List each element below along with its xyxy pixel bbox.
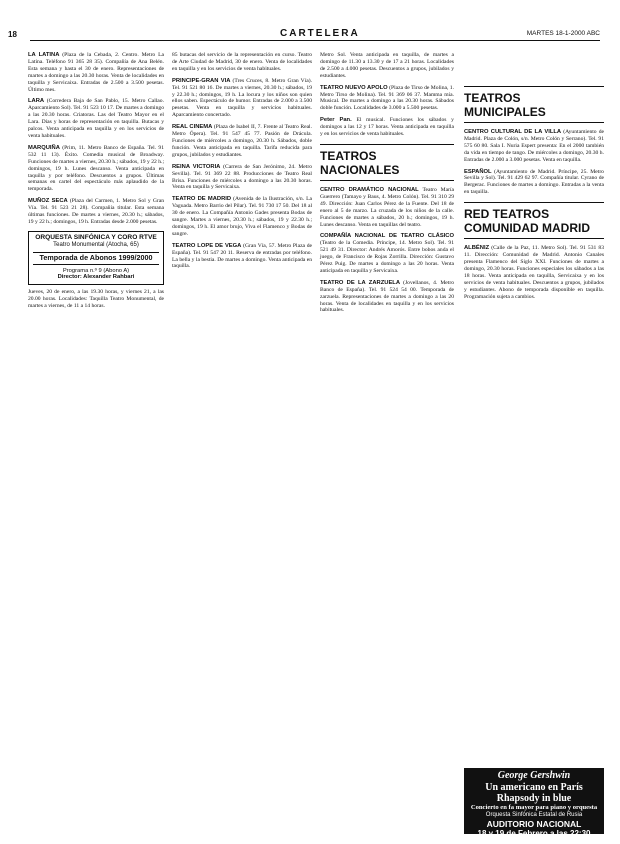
listing-entry bbox=[464, 169, 604, 197]
venue-name: COMPAÑÍA NACIONAL DE TEATRO CLÁSICO bbox=[320, 233, 454, 240]
section-title: CARTELERA bbox=[280, 28, 360, 39]
page-header bbox=[0, 0, 620, 40]
venue-name: TEATRO DE MADRID bbox=[172, 196, 232, 203]
listing-text: (Corredera Baja de San Pablo, 15. Metro Callao. Aparcamiento Sol). Tel. 91 523 10 17. De martes a domingo a las 20.30 horas. Criatoras. Las del Teatro Mayor en el Lara. Días y horas de representación en taquilla. Butacas y palcos. Venta anticipada en taquilla y en los servicios de venta habituales. bbox=[28, 98, 164, 139]
listing-entry bbox=[320, 85, 454, 113]
ad-work-3: Concierto en fa mayor para piano y orquesta bbox=[470, 804, 598, 811]
ad-work-2: Rhapsody in blue bbox=[496, 793, 572, 804]
ad-dates: 18 y 19 de Febrero a las 22:30 bbox=[477, 829, 591, 838]
orchestra-venue: Teatro Monumental (Atocha, 65) bbox=[53, 241, 139, 248]
listing-text: (Avenida de la Ilustración, s/n. La Vaguada. Metro Barrio del Pilar). Tel. 91 730 17 50. Del 18 al 30 de enero. La Compañía Antonio Gades presenta Bodas de sangre. Martes a viernes, 20.30 h.; sábados, 19 y 22.30 h.; domingos, 19 h. El amor brujo, Viva el Flamenco y Bodas de sangre. bbox=[172, 196, 312, 237]
listing-text: 85 butacas del servicio de la representación en curso. Teatro de Arte Ciudad de Madrid, 30 de enero. Venta de localidades en taquilla y en los servicios de venta habituales. bbox=[172, 52, 312, 72]
listing-entry bbox=[320, 117, 454, 138]
column-2 bbox=[172, 52, 312, 275]
venue-name: ALBÉNIZ bbox=[464, 245, 490, 252]
orchestra-program: Programa n.º 9 (Abono A) bbox=[62, 267, 130, 274]
venue-name: TEATRO LOPE DE VEGA bbox=[172, 242, 242, 249]
section-heading-national: TEATROS NACIONALES bbox=[320, 144, 454, 181]
listing-entry bbox=[172, 196, 312, 237]
venue-name: LA LATINA bbox=[28, 52, 60, 58]
listing-entry bbox=[464, 245, 604, 300]
venue-name: TEATRO DE LA ZARZUELA bbox=[320, 279, 401, 286]
column-1 bbox=[28, 52, 164, 315]
listing-text: (Ayuntamiento de Madrid. Plaza de Colón, s/n. Metro Colón y Serrano). Tel. 91 575 60 80. Sala I. Nuria Espert presenta: En el 2000 también da vida en tiempo de tango. De miércoles a domingo, 20.30 h. Entradas de 2.000 a 3.000 pesetas. Venta en taquilla. bbox=[464, 129, 604, 163]
listing-text: (Calle de la Paz, 11. Metro Sol). Tel. 91 531 83 11. Dirección: Comunidad de Madrid. Antonio Canales presenta Flamenco del Siglo XXI. Funciones de martes a domingo, 20.30 horas. Funciones especiales los sábados a las 18 horas. Venta anticipada en taquilla, Servicaixa y en los servicios de venta habituales. Descuentos a grupos, jubilados y estudiantes. Abono de temporada disponible en taquilla. Programación sujeta a cambios. bbox=[464, 245, 604, 300]
listing-entry bbox=[172, 164, 312, 192]
listing-entry bbox=[28, 145, 164, 193]
listing-text: (Plaza de Tirso de Molina, 1. Metro Tirso de Molina). Tel. 91 369 06 37. Mamma mía. Musical. De martes a domingo a las 20.30 horas. Sábados doble función. Localidades de 3.000 a 5.500 pesetas. bbox=[320, 84, 454, 112]
venue-name: REAL CINEMA bbox=[172, 124, 213, 131]
listing-entry bbox=[320, 233, 454, 274]
listing-entry bbox=[172, 52, 312, 73]
venue-name: LARA bbox=[28, 98, 45, 105]
listing-text: (Ayuntamiento de Madrid. Príncipe, 25. Metro Sevilla y Sol). Tel. 91 429 62 97. Compañía titular. Cyrano de Bergerac. Funciones de martes a domingo. Entradas a la venta en taquilla. bbox=[464, 168, 604, 196]
listing-text: (Gran Vía, 57. Metro Plaza de España). Tel. 91 547 20 11. Reserva de entradas por teléfono. La bella y la bestia. De martes a domingo. Venta anticipada en taquilla. bbox=[172, 242, 313, 270]
orchestra-season: Temporada de Abonos 1999/2000 bbox=[33, 252, 159, 265]
venue-name: TEATRO NUEVO APOLO bbox=[320, 84, 388, 91]
listing-text: (Teatro de la Comedia. Príncipe, 14. Metro Sol). Tel. 91 521 49 31. Director: Andrés Amorós. Entre bobos anda el juego, de Francisco de Rojas Zorrilla. Dirección: Gustavo Pérez Puig. De martes a domingo a las 20 horas. Venta anticipada en taquilla y Servicaixa. bbox=[320, 240, 454, 274]
listing-entry bbox=[320, 280, 454, 315]
listing-text: Metro Sol. Venta anticipada en taquilla, de martes a domingo de 11.30 a 13.30 y de 17 a 21 horas. Localidades de 2.500 a 4.000 pesetas. Descuentos a grupos, jubilados y estudiantes. bbox=[320, 52, 454, 79]
venue-name: MARQUIÑA bbox=[28, 144, 60, 151]
listing-text: (Prim, 11. Metro Banco de España. Tel. 91 532 11 13). Éxito. Comedia musical de Broadway. Funciones de martes a viernes, 20.30 h.; sábados, 19 y 22 h.; domingos, 19 h. Lunes descanso. Venta anticipada en taquilla y por teléfono. Descuentos a grupos. Últimas semanas en cartel del espectáculo más aplaudido de la temporada. bbox=[28, 144, 164, 193]
section-heading-municipal: TEATROS MUNICIPALES bbox=[464, 86, 604, 123]
venue-name: CENTRO CULTURAL DE LA VILLA bbox=[464, 129, 562, 135]
listing-text: (Plaza de la Cebada, 2. Centro. Metro La Latina. Teléfono 91 365 28 35). Compañía de Ana Belén. Esta semana y hasta el 30 de enero. Representaciones de martes a domingo a las 20.30 horas. Venta de localidades en taquilla y Servicaixa. Entradas de 2.500 a 3.500 pesetas. Último mes. bbox=[28, 52, 164, 93]
ad-composer: George Gershwin bbox=[497, 770, 571, 781]
issue-date: MARTES 18-1-2000 ABC bbox=[526, 30, 600, 37]
listing-text: El musical. Funciones los sábados y domingos a las 12 y 17 horas. Venta anticipada en taquilla y en los servicios de venta habituales. bbox=[320, 117, 454, 138]
ad-work-1: Un americano en París bbox=[485, 782, 583, 793]
listing-text: (Jovellanos, 4. Metro Banco de España). Tel. 91 524 54 00. Temporada de zarzuela. Representaciones de martes a domingo a las 20 horas. Venta de localidades en taquilla y en los servicios habituales. bbox=[320, 279, 455, 314]
listing-entry bbox=[28, 52, 164, 93]
orchestra-director: Director: Alexander Rahbari bbox=[57, 274, 135, 281]
orchestra-title: ORQUESTA SINFÓNICA Y CORO RTVE bbox=[35, 233, 157, 241]
ad-venue: AUDITORIO NACIONAL bbox=[486, 819, 582, 829]
listing-text: Jueves, 20 de enero, a las 19.30 horas, y viernes 21, a las 20.00 horas. Localidades: Taquilla Teatro Monumental, de martes a viernes, de 11 a 14 horas. bbox=[28, 289, 164, 310]
listing-entry bbox=[172, 124, 312, 159]
listing-entry bbox=[28, 98, 164, 139]
column-3 bbox=[320, 52, 454, 319]
listing-entry bbox=[320, 52, 454, 80]
listing-text: (Tres Cruces, 8. Metro Gran Vía). Tel. 91 521 80 16. De martes a viernes, 20.30 h.; sábados, 19 y 22.30 h.; domingos, 19 h. La locura y los niños son quien ellos saben. Espectáculo de humor. Entradas de 2.000 a 3.500 pesetas. Venta en taquilla y servicios habituales. Aparcamiento concertado. bbox=[172, 77, 312, 119]
venue-name: REINA VICTORIA bbox=[172, 163, 221, 170]
venue-name: PRINCIPE-GRAN VIA bbox=[172, 77, 231, 84]
venue-name: ESPAÑOL bbox=[464, 168, 492, 175]
listing-entry bbox=[464, 129, 604, 164]
venue-name: CENTRO DRAMÁTICO NACIONAL bbox=[320, 186, 419, 193]
page-number: 18 bbox=[8, 30, 17, 39]
orchestra-box bbox=[28, 231, 164, 286]
listing-text: (Plaza de Isabel II, 7. Frente al Teatro Real. Metro Ópera). Tel. 91 547 45 77. Pasión de Drácula. Funciones de miércoles a domingo, 20.30 h. Sábados, doble función. Venta anticipada en taquilla. Tarifa reducida para grupos, jubilados y estudiantes. bbox=[172, 124, 312, 158]
venue-name: MUÑOZ SECA bbox=[28, 198, 68, 205]
orchestra-details bbox=[28, 289, 164, 310]
listing-text: (Plaza del Carmen, 1. Metro Sol y Gran Vía. Tel. 91 523 21 28). Compañía titular. Esta semana últimas funciones. De martes a viernes, 20.30 h.; sábados, 19 y 22 h.; domingos, 19 h. Entradas desde 2.000 pesetas. bbox=[28, 198, 164, 225]
listing-entry bbox=[320, 187, 454, 228]
header-rule bbox=[30, 40, 600, 41]
listing-entry bbox=[28, 198, 164, 226]
listing-entry bbox=[172, 78, 312, 119]
section-heading-community: RED TEATROS COMUNIDAD MADRID bbox=[464, 202, 604, 239]
ad-orchestra: Orquesta Sinfónica Estatal de Rusia bbox=[485, 812, 583, 818]
column-4 bbox=[464, 52, 604, 305]
listing-text: Teatro María Guerrero (Tamayo y Baus, 4. Metro Colón). Tel. 91 310 29 49. Dirección: Juan Carlos Pérez de la Fuente. Del 18 de enero al 5 de marzo. La cruzada de los niños de la calle. Funciones de martes a sábados, 20 h.; domingos, 19 h. Lunes descanso. Venta en taquillas del teatro. bbox=[320, 186, 454, 228]
listing-text: (Carrera de San Jerónimo, 24. Metro Sevilla). Tel. 91 369 22 88. Producciones de Teatro Real Brisa. Funciones de miércoles a domingo a las 20.30 horas. Venta en taquilla y Servicaixa. bbox=[172, 163, 313, 191]
gershwin-concert-ad bbox=[464, 768, 604, 838]
venue-name: Peter Pan. bbox=[320, 117, 352, 124]
listing-entry bbox=[172, 243, 312, 271]
